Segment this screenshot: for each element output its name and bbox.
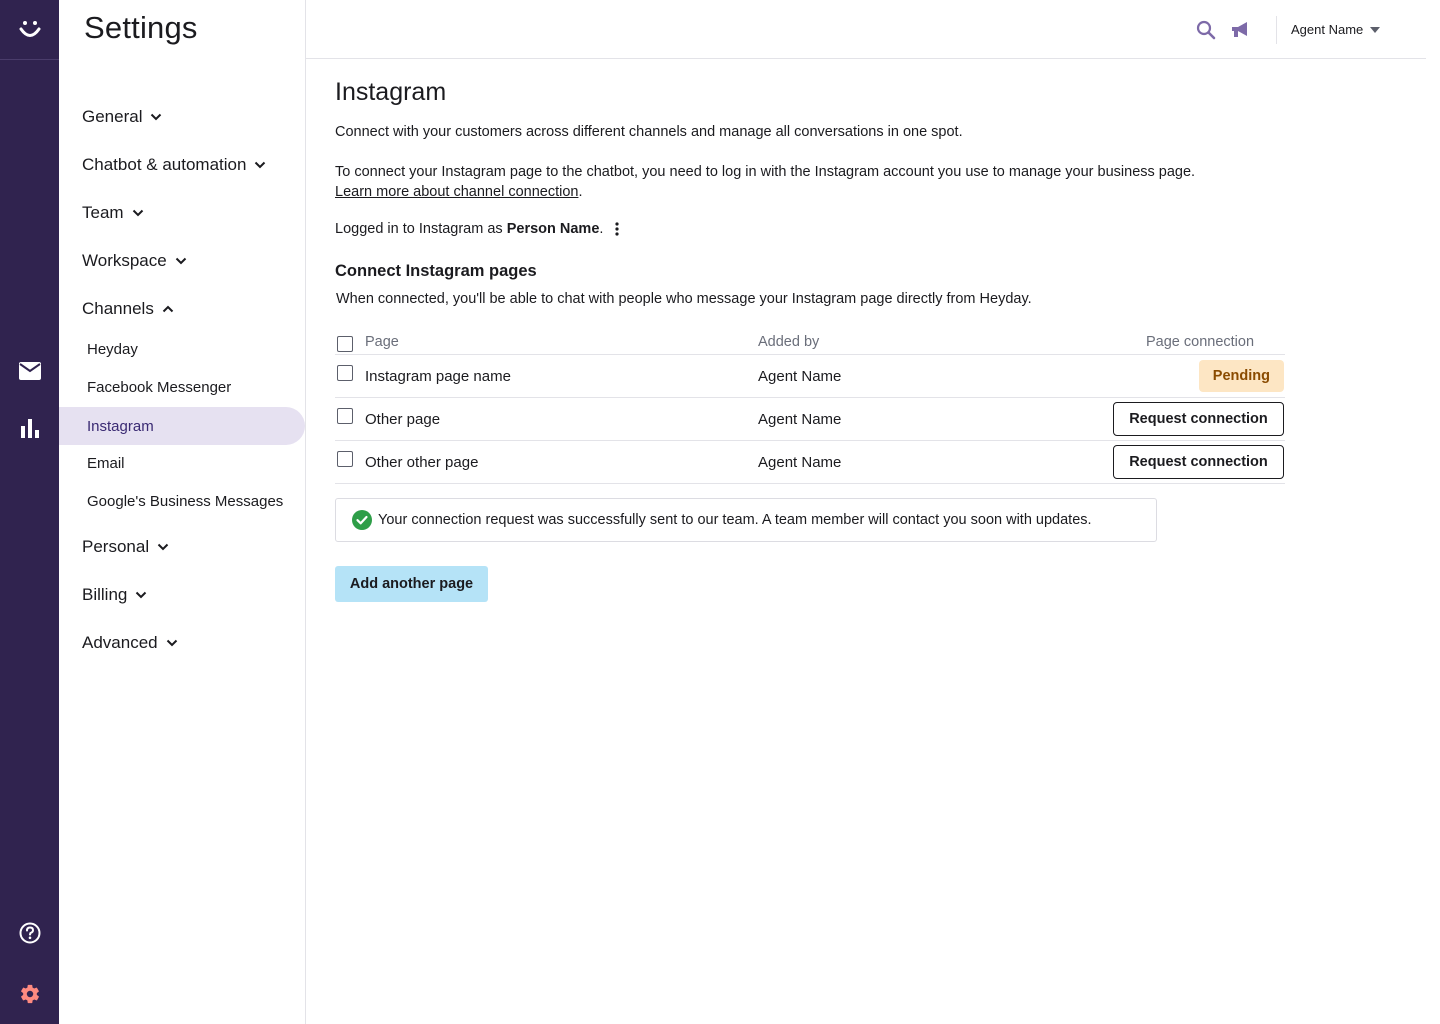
nav-group-label: Chatbot & automation — [82, 155, 247, 174]
added-by: Agent Name — [758, 454, 842, 471]
search-icon[interactable] — [1196, 20, 1216, 45]
chevron-up-icon — [162, 305, 174, 313]
nav-group-general[interactable] — [82, 107, 162, 127]
mail-icon[interactable] — [0, 359, 59, 383]
table-row — [335, 398, 1285, 441]
learn-more-suffix: . — [578, 184, 583, 200]
row-checkbox[interactable] — [337, 365, 353, 381]
row-checkbox[interactable] — [337, 408, 353, 424]
sidebar-title: Settings — [84, 10, 198, 45]
section-description: When connected, you'll be able to chat with people who message your Instagram page directly from Heyday. — [336, 291, 1032, 307]
add-another-page-button[interactable]: Add another page — [335, 566, 488, 602]
nav-group-label: General — [82, 107, 143, 126]
sidebar-item-instagram[interactable]: Instagram — [59, 407, 305, 445]
page-name: Instagram page name — [365, 368, 511, 385]
instruction-text: To connect your Instagram page to the chatbot, you need to log in with the Instagram account you use to manage your business page. — [335, 164, 1196, 180]
nav-group-label: Billing — [82, 585, 128, 604]
section-title: Connect Instagram pages — [335, 262, 537, 280]
nav-group-billing[interactable] — [82, 585, 147, 605]
nav-group-personal[interactable] — [82, 537, 169, 557]
col-page: Page — [365, 334, 399, 350]
learn-more-link[interactable]: Learn more about channel connection — [335, 184, 579, 200]
chevron-down-icon — [254, 161, 266, 169]
alert-text: Your connection request was successfully sent to our team. A team member will contact you soon with updates. — [378, 512, 1092, 528]
check-circle-icon — [352, 510, 372, 530]
nav-group-team[interactable] — [82, 203, 144, 223]
topbar-divider — [1276, 16, 1277, 44]
chevron-down-icon — [166, 639, 178, 647]
help-icon[interactable] — [0, 921, 59, 945]
col-page-connection: Page connection — [1146, 334, 1255, 350]
page-title: Instagram — [335, 78, 447, 106]
bar-chart-icon[interactable] — [0, 416, 59, 440]
top-bar — [306, 0, 1426, 59]
megaphone-icon[interactable] — [1231, 21, 1251, 44]
added-by: Agent Name — [758, 368, 842, 385]
chevron-down-icon — [157, 543, 169, 551]
chevron-down-icon — [132, 209, 144, 217]
nav-group-label: Personal — [82, 537, 150, 556]
status-badge: Pending — [1199, 360, 1284, 392]
kebab-menu-icon[interactable] — [615, 222, 619, 236]
sidebar-item-facebook-messenger[interactable]: Facebook Messenger — [87, 378, 232, 396]
intro-text: Connect with your customers across different channels and manage all conversations in one spot. — [335, 124, 963, 140]
nav-group-channels[interactable] — [82, 299, 174, 319]
app-rail — [0, 0, 59, 1024]
nav-group-label: Channels — [82, 299, 154, 318]
added-by: Agent Name — [758, 411, 842, 428]
success-alert — [335, 498, 1157, 542]
row-checkbox[interactable] — [337, 451, 353, 467]
agent-menu[interactable] — [1291, 22, 1380, 37]
table-row — [335, 355, 1285, 398]
settings-sidebar — [59, 0, 306, 1024]
table-row — [335, 441, 1285, 484]
logged-in-person: Person Name — [506, 221, 600, 237]
chevron-down-icon — [150, 113, 162, 121]
sidebar-item-heyday[interactable]: Heyday — [87, 340, 138, 358]
nav-group-label: Advanced — [82, 633, 158, 652]
table-header — [335, 331, 1285, 355]
select-all-checkbox[interactable] — [337, 336, 353, 352]
gear-icon[interactable] — [0, 982, 59, 1006]
nav-group-workspace[interactable] — [82, 251, 187, 271]
agent-name: Agent Name — [1291, 22, 1364, 37]
chevron-down-icon — [135, 591, 147, 599]
nav-group-label: Workspace — [82, 251, 167, 270]
learn-more-line — [335, 184, 582, 200]
nav-group-advanced[interactable] — [82, 633, 178, 653]
nav-group-label: Team — [82, 203, 124, 222]
page-name: Other page — [365, 411, 441, 428]
logged-in-prefix: Logged in to Instagram as — [335, 221, 507, 237]
nav-group-chatbot[interactable] — [82, 155, 266, 175]
logged-in-line — [335, 221, 619, 237]
page-name: Other other page — [365, 454, 479, 471]
logged-in-suffix: . — [599, 221, 604, 237]
col-added-by: Added by — [758, 334, 820, 350]
request-connection-button[interactable]: Request connection — [1113, 402, 1284, 436]
heyday-logo-icon[interactable] — [0, 0, 59, 60]
caret-down-icon — [1370, 27, 1380, 33]
sidebar-item-google-business-messages[interactable]: Google's Business Messages — [87, 492, 284, 510]
request-connection-button[interactable]: Request connection — [1113, 445, 1284, 479]
sidebar-item-email[interactable]: Email — [87, 454, 125, 472]
chevron-down-icon — [175, 257, 187, 265]
